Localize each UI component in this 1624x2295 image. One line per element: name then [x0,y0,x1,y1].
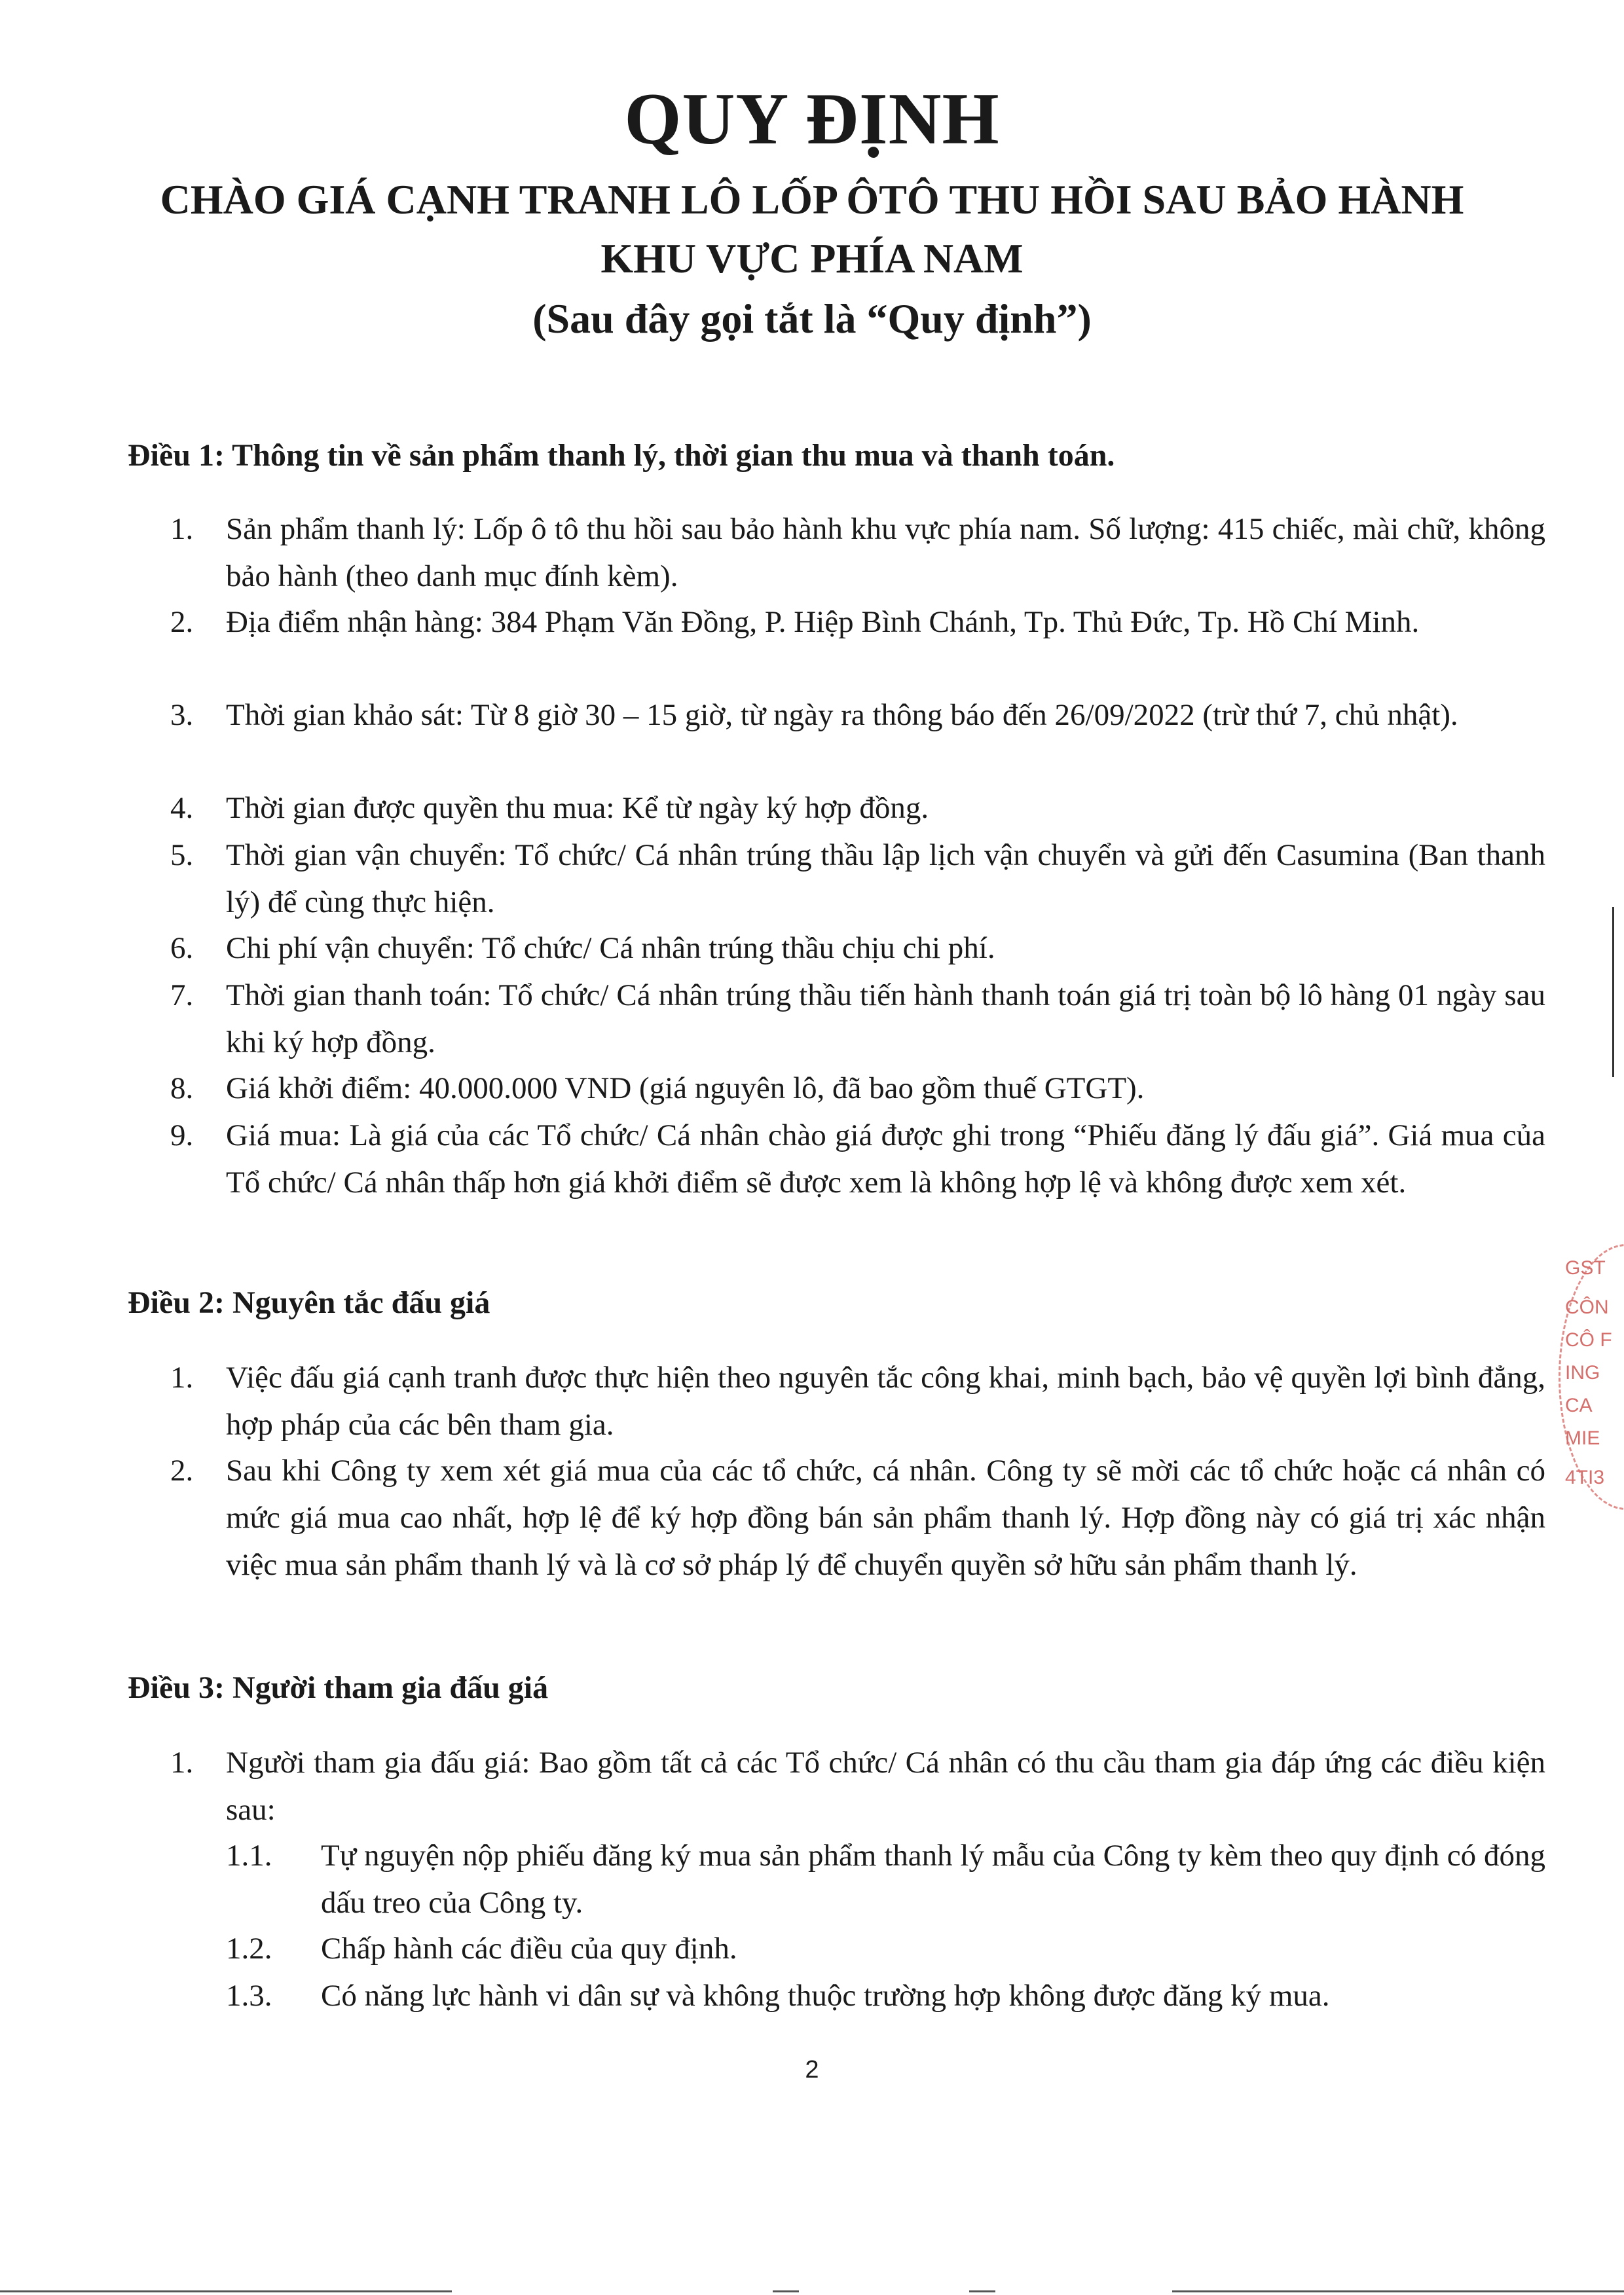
document-title: QUY ĐỊNH [624,79,1000,160]
item-number: 6. [170,931,194,965]
article-1-heading: Điều 1: Thông tin về sản phẩm thanh lý, thời gian thu mua và thanh toán. [128,438,1115,473]
item-text: Việc đấu giá cạnh tranh được thực hiện theo nguyên tắc công khai, minh bạch, bảo vệ quyền lợi bình đẳng, hợp pháp của các bên tham gia. [226,1361,1545,1442]
seal-stamp [1545,1244,1624,1526]
item-number: 4. [170,791,194,825]
page-number: 2 [805,2056,819,2084]
item-text: Người tham gia đấu giá: Bao gồm tất cả các Tổ chức/ Cá nhân có thu cầu tham gia đáp ứng các điều kiện sau: [226,1746,1545,1827]
subitem-text: Chấp hành các điều của quy định. [321,1932,737,1966]
item-number: 9. [170,1118,194,1152]
document-subtitle-line-2: KHU VỰC PHÍA NAM [600,235,1024,282]
scan-edge-line [773,2290,799,2292]
item-number: 5. [170,838,194,872]
item-text: Thời gian vận chuyển: Tổ chức/ Cá nhân trúng thầu lập lịch vận chuyển và gửi đến Casumina (Ban thanh lý) để cùng thực hiện. [226,838,1545,919]
item-number: 3. [170,698,194,732]
item-text: Sau khi Công ty xem xét giá mua của các tổ chức, cá nhân. Công ty sẽ mời các tổ chức hoặc cá nhân có mức giá mua cao nhất, hợp lệ để ký hợp đồng bán sản phẩm thanh lý. Hợp đồng này có giá trị xác nhận việc mua sản phẩm thanh lý và là cơ sở pháp lý để chuyển quyền sở hữu sản phẩm thanh lý. [226,1454,1545,1582]
article-3-heading: Điều 3: Người tham gia đấu giá [128,1670,549,1705]
article-2-heading: Điều 2: Nguyên tắc đấu giá [128,1285,490,1320]
stamp-fragment: CÔN [1565,1296,1609,1318]
scan-edge-line [1172,2290,1624,2292]
stamp-fragment: CÔ F [1565,1329,1612,1351]
item-text: Địa điểm nhận hàng: 384 Phạm Văn Đồng, P. Hiệp Bình Chánh, Tp. Thủ Đức, Tp. Hồ Chí Minh. [226,605,1420,639]
item-text: Thời gian khảo sát: Từ 8 giờ 30 – 15 giờ, từ ngày ra thông báo đến 26/09/2022 (trừ thứ 7, chủ nhật). [226,698,1458,732]
item-text: Giá khởi điểm: 40.000.000 VND (giá nguyên lô, đã bao gồm thuế GTGT). [226,1071,1145,1105]
subitem-text: Có năng lực hành vi dân sự và không thuộc trường hợp không được đăng ký mua. [321,1979,1330,2013]
stamp-fragment: 4TI3 [1565,1467,1605,1488]
item-text: Chi phí vận chuyển: Tổ chức/ Cá nhân trúng thầu chịu chi phí. [226,931,995,965]
stamp-fragment: GST [1565,1257,1606,1279]
scan-edge-line [969,2290,995,2292]
stamp-fragment: CA [1565,1395,1593,1416]
stamp-fragment: MIE [1565,1427,1600,1449]
document-subtitle-note: (Sau đây gọi tắt là “Quy định”) [532,295,1092,342]
stamp-fragment: ING [1565,1362,1600,1384]
subitem-number: 1.2. [226,1932,272,1966]
item-text: Sản phẩm thanh lý: Lốp ô tô thu hồi sau bảo hành khu vực phía nam. Số lượng: 415 chiếc, mài chữ, không bảo hành (theo danh mục đính kèm). [226,512,1545,593]
item-number: 2. [170,1454,194,1488]
item-number: 1. [170,512,194,546]
item-text: Thời gian thanh toán: Tổ chức/ Cá nhân trúng thầu tiến hành thanh toán giá trị toàn bộ lô hàng 01 ngày sau khi ký hợp đồng. [226,978,1545,1059]
item-number: 1. [170,1361,194,1395]
scan-edge-line [0,2290,452,2292]
subitem-text: Tự nguyện nộp phiếu đăng ký mua sản phẩm thanh lý mẫu của Công ty kèm theo quy định có đóng dấu treo của Công ty. [321,1839,1545,1920]
document-subtitle-line-1: CHÀO GIÁ CẠNH TRANH LÔ LỐP ÔTÔ THU HỒI SAU BẢO HÀNH [160,176,1464,223]
subitem-number: 1.3. [226,1979,272,2013]
item-number: 2. [170,605,194,639]
item-number: 7. [170,978,194,1012]
margin-line [1612,907,1614,1077]
item-text: Giá mua: Là giá của các Tổ chức/ Cá nhân chào giá được ghi trong “Phiếu đăng lý đấu giá”. Giá mua của Tổ chức/ Cá nhân thấp hơn giá khởi điểm sẽ được xem là không hợp lệ và không được xem xét. [226,1118,1545,1200]
item-text: Thời gian được quyền thu mua: Kể từ ngày ký hợp đồng. [226,791,929,825]
item-number: 1. [170,1746,194,1780]
subitem-number: 1.1. [226,1839,272,1873]
item-number: 8. [170,1071,194,1105]
